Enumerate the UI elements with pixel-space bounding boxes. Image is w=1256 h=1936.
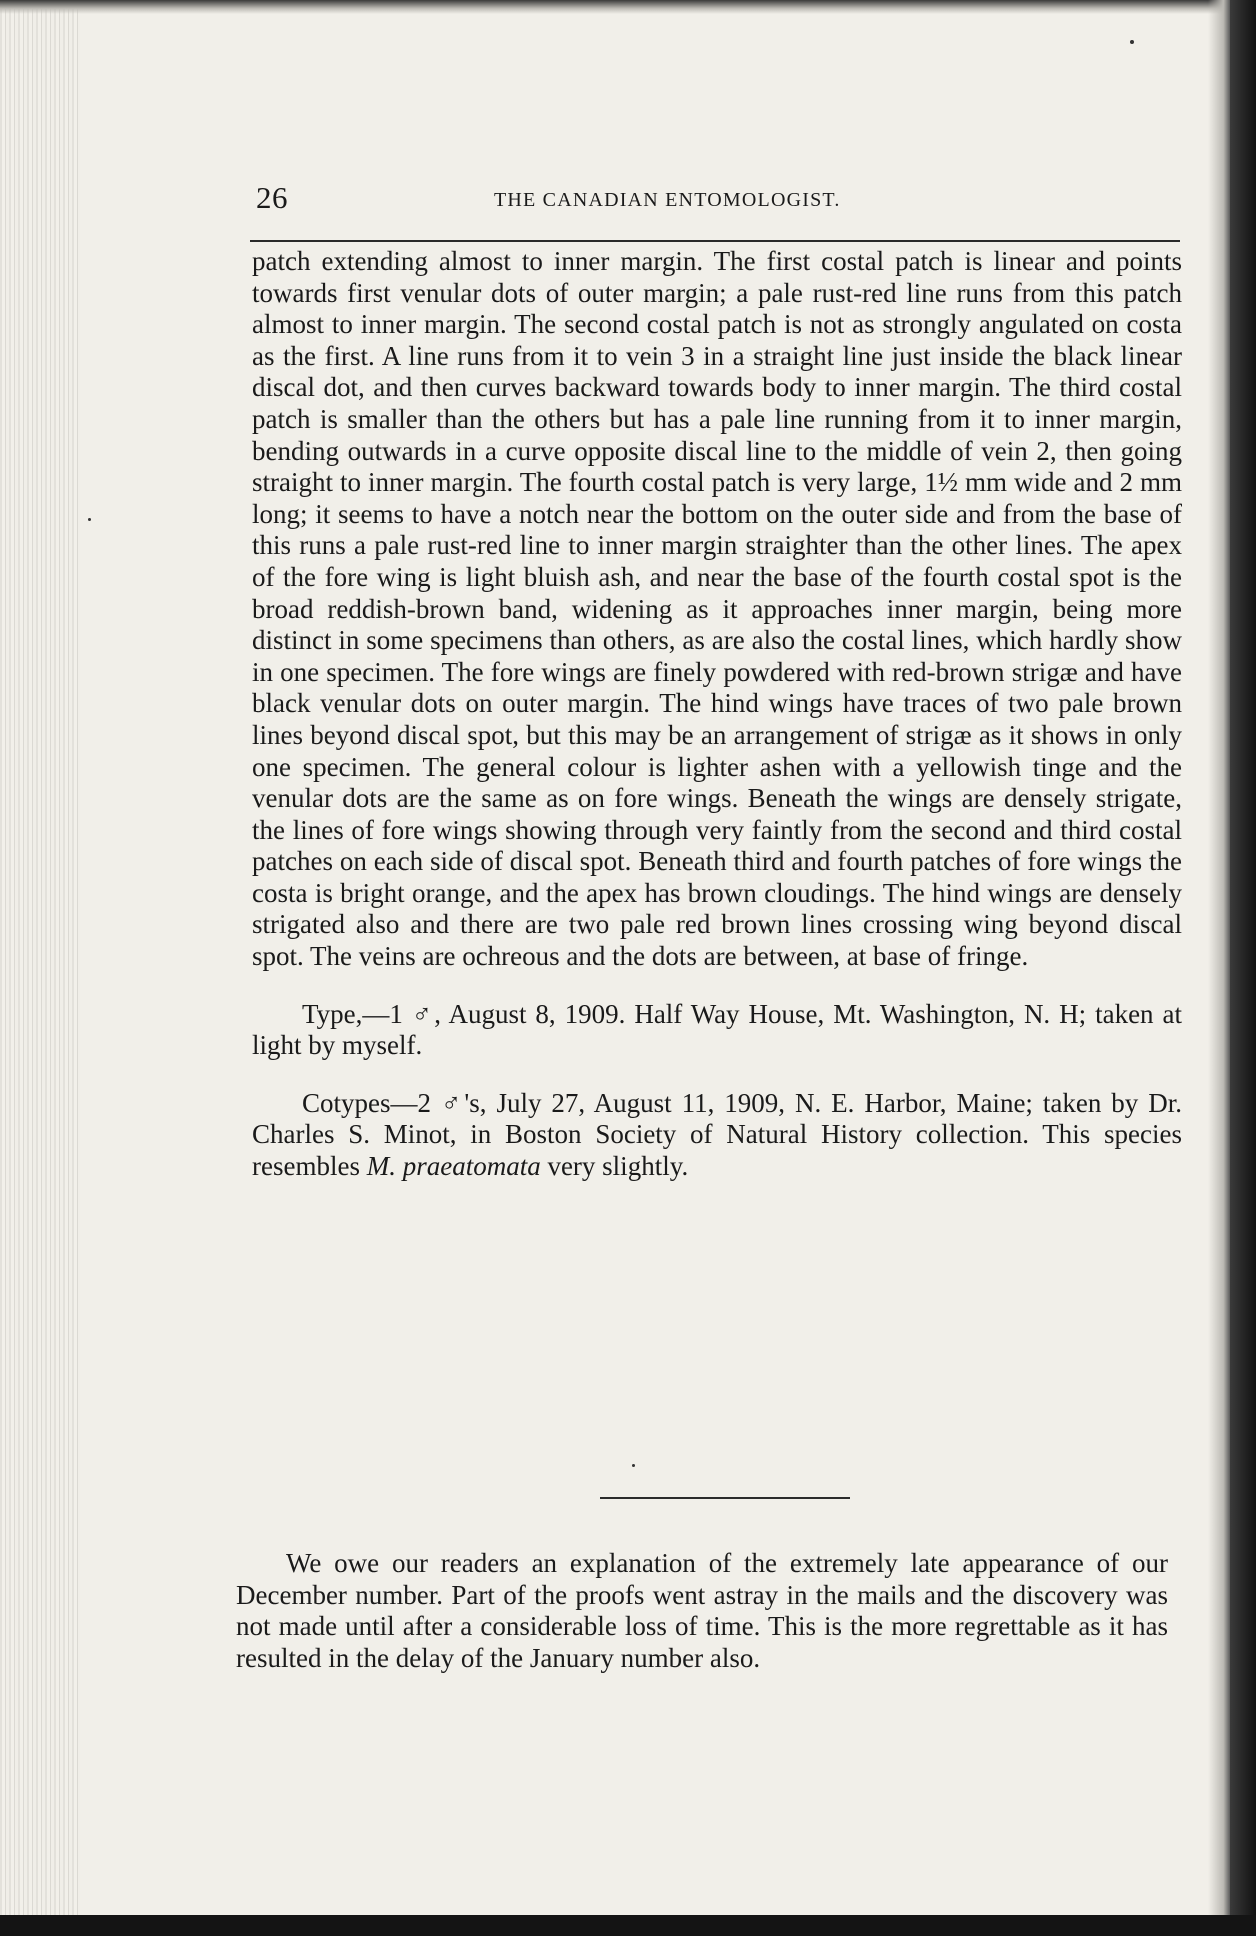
- description-paragraph: patch extending almost to inner margin. The first costal patch is linear and points towards first venular dots of outer margin; a pale rust-red line runs from this patch almost to inner margin. The second costal patch is not as strongly angulated on costa as the first. A line runs from it to vein 3 in a straight line just inside the black linear discal dot, and then curves backward towards body to inner margin. The third costal patch is smaller than the others but has a pale line running from it to inner margin, bending outwards in a curve opposite discal line to the middle of vein 2, then going straight to inner margin. The fourth costal patch is very large, 1½ mm wide and 2 mm long; it seems to have a notch near the bottom on the outer side and from the base of this runs a pale rust-red line to inner margin straighter than the other lines. The apex of the fore wing is light bluish ash, and near the base of the fourth costal spot is the broad reddish-brown band, widening as it approaches inner margin, being more distinct in some specimens than others, as are also the costal lines, which hardly show in one specimen. The fore wings are finely powdered with red-brown strigæ and have black venular dots on outer margin. The hind wings have traces of two pale brown lines beyond discal spot, but this may be an arrangement of strigæ as it shows in only one specimen. The general colour is lighter ashen with a yellowish tinge and the venular dots are the same as on fore wings. Beneath the wings are densely strigate, the lines of fore wings showing through very faintly from the second and third costal patches on each side of discal spot. Beneath third and fourth patches of fore wings the costa is bright orange, and the apex has brown cloudings. The hind wings are densely strigated also and there are two pale red brown lines crossing wing beyond discal spot. The veins are ochreous and the dots are between, at base of fringe.: [252, 246, 1182, 972]
- right-shadow: [1208, 0, 1230, 1915]
- section-divider: [600, 1497, 850, 1499]
- article-body: [252, 246, 1182, 1183]
- header-rule: [250, 240, 1180, 242]
- species-name: M. praeatomata: [366, 1151, 541, 1182]
- top-shadow: [0, 0, 1230, 14]
- running-head: THE CANADIAN ENTOMOLOGIST.: [494, 189, 841, 211]
- cotypes-paragraph: [252, 1088, 1182, 1183]
- scan-speck: [1130, 40, 1134, 44]
- page-number: 26: [256, 180, 288, 215]
- scanner-bottom-margin: [0, 1915, 1256, 1936]
- bound-page-edges: [0, 0, 80, 1915]
- cotypes-lead: Cotypes—2 ♂'s, July 27, August 11, 1909, N. E. Harbor, Maine; taken by Dr. Charles S. Minot, in Boston Society of Natural History collection. This species resembles: [252, 1087, 1182, 1182]
- editorial-note: [236, 1548, 1168, 1674]
- page-header: [256, 180, 1176, 220]
- scan-speck: [632, 1464, 635, 1467]
- type-paragraph: Type,—1 ♂, August 8, 1909. Half Way House, Mt. Washington, N. H; taken at light by myself.: [252, 998, 1182, 1061]
- scanner-right-margin: [1230, 0, 1256, 1936]
- note-paragraph: We owe our readers an explanation of the extremely late appearance of our December number. Part of the proofs went astray in the mails and the discovery was not made until after a considerable loss of time. This is the more regrettable as it has resulted in the delay of the January number also.: [236, 1548, 1168, 1673]
- cotypes-tail: very slightly.: [540, 1151, 689, 1182]
- scan-speck: [88, 518, 91, 521]
